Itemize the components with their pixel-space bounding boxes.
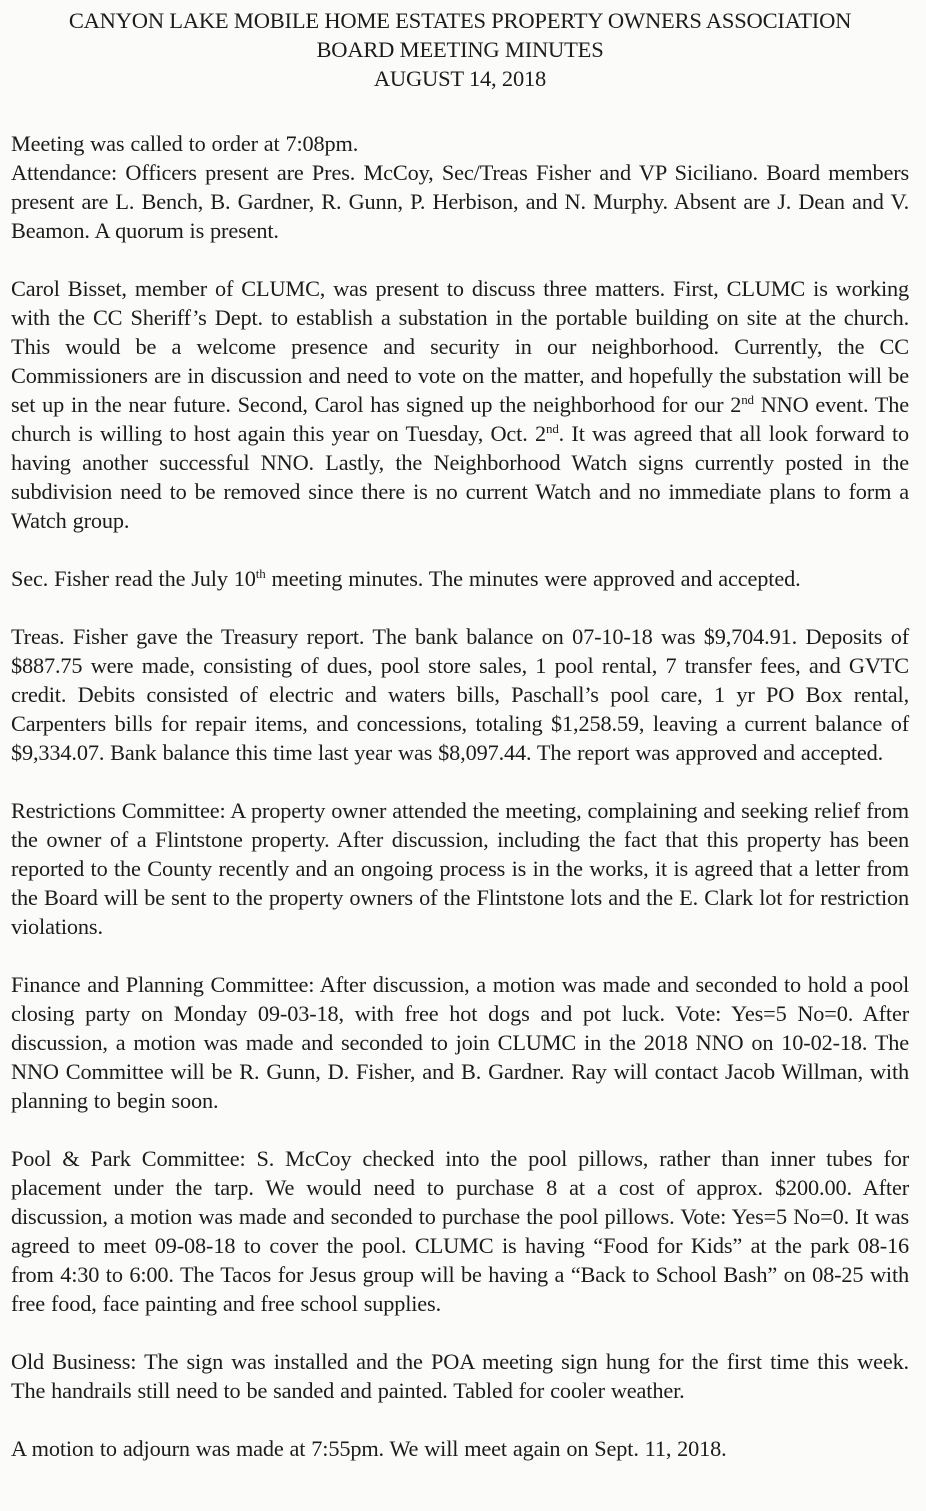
document-header: [11, 6, 909, 93]
opening-section: [11, 129, 909, 245]
minutes-page: [11, 0, 909, 1463]
call-to-order-paragraph: Meeting was called to order at 7:08pm.: [11, 131, 359, 156]
guest-report-text-2: NNO event. The church is willing to host again this year on Tuesday, Oct. 2: [11, 392, 909, 446]
minutes-reading-paragraph: [11, 564, 909, 593]
ordinal-suffix: nd: [545, 421, 559, 436]
ordinal-suffix: th: [255, 566, 266, 581]
organization-name: CANYON LAKE MOBILE HOME ESTATES PROPERTY OWNERS ASSOCIATION: [68, 8, 852, 33]
adjournment-paragraph: A motion to adjourn was made at 7:55pm. We will meet again on Sept. 11, 2018.: [11, 1436, 727, 1461]
treasury-report-paragraph: Treas. Fisher gave the Treasury report. The bank balance on 07-10-18 was $9,704.91. Deposits of $887.75 were made, consisting of dues, pool store sales, 1 pool rental, 7 transfer fees, and GVTC credit. Debits consisted of electric and waters bills, Paschall’s pool care, 1 yr PO Box rental, Carpenters bills for repair items, and concessions, totaling $1,258.59, leaving a current balance of $9,334.07. Bank balance this time last year was $8,097.44. The report was approved and accepted.: [11, 624, 909, 765]
restrictions-committee-paragraph: Restrictions Committee: A property owner attended the meeting, complaining and seeking relief from the owner of a Flintstone property. After discussion, including the fact that this property has been reported to the County recently and an ongoing process is in the works, it is agreed that a letter from the Board will be sent to the property owners of the Flintstone lots and the E. Clark lot for restriction violations.: [11, 798, 909, 939]
minutes-reading-text-2: meeting minutes. The minutes were approved and accepted.: [265, 566, 801, 591]
minutes-reading-text-1: Sec. Fisher read the July 10: [11, 566, 256, 591]
finance-planning-committee-paragraph: Finance and Planning Committee: After discussion, a motion was made and seconded to hold a pool closing party on Monday 09-03-18, with free hot dogs and pot luck. Vote: Yes=5 No=0. After discussion, a motion was made and seconded to join CLUMC in the 2018 NNO on 10-02-18. The NNO Committee will be R. Gunn, D. Fisher, and B. Gardner. Ray will contact Jacob Willman, with planning to begin soon.: [11, 972, 909, 1113]
ordinal-suffix: nd: [741, 392, 754, 407]
guest-report-text-1: Carol Bisset, member of CLUMC, was present to discuss three matters. First, CLUMC is working with the CC Sheriff’s Dept. to establish a substation in the portable building on site at the church. This would be a welcome presence and security in our neighborhood. Currently, the CC Commissioners are in discussion and need to vote on the matter, and hopefully the substation will be set up in the near future. Second, Carol has signed up the neighborhood for our 2: [11, 276, 909, 417]
meeting-date: AUGUST 14, 2018: [373, 66, 547, 91]
document-title: BOARD MEETING MINUTES: [316, 37, 604, 62]
attendance-paragraph: Attendance: Officers present are Pres. McCoy, Sec/Treas Fisher and VP Siciliano. Board members present are L. Bench, B. Gardner, R. Gunn, P. Herbison, and N. Murphy. Absent are J. Dean and V. Beamon. A quorum is present.: [11, 160, 909, 243]
old-business-paragraph: Old Business: The sign was installed and the POA meeting sign hung for the first time this week. The handrails still need to be sanded and painted. Tabled for cooler weather.: [11, 1349, 909, 1403]
guest-report-text-3: . It was agreed that all look forward to having another successful NNO. Lastly, the Neighborhood Watch signs currently posted in the subdivision need to be removed since there is no current Watch and no immediate plans to form a Watch group.: [11, 421, 909, 533]
pool-park-committee-paragraph: Pool & Park Committee: S. McCoy checked into the pool pillows, rather than inner tubes for placement under the tarp. We would need to purchase 8 at a cost of approx. $200.00. After discussion, a motion was made and seconded to purchase the pool pillows. Vote: Yes=5 No=0. It was agreed to meet 09-08-18 to cover the pool. CLUMC is having “Food for Kids” at the park 08-16 from 4:30 to 6:00. The Tacos for Jesus group will be having a “Back to School Bash” on 08-25 with free food, face painting and free school supplies.: [11, 1146, 909, 1316]
guest-report-paragraph: [11, 274, 909, 535]
